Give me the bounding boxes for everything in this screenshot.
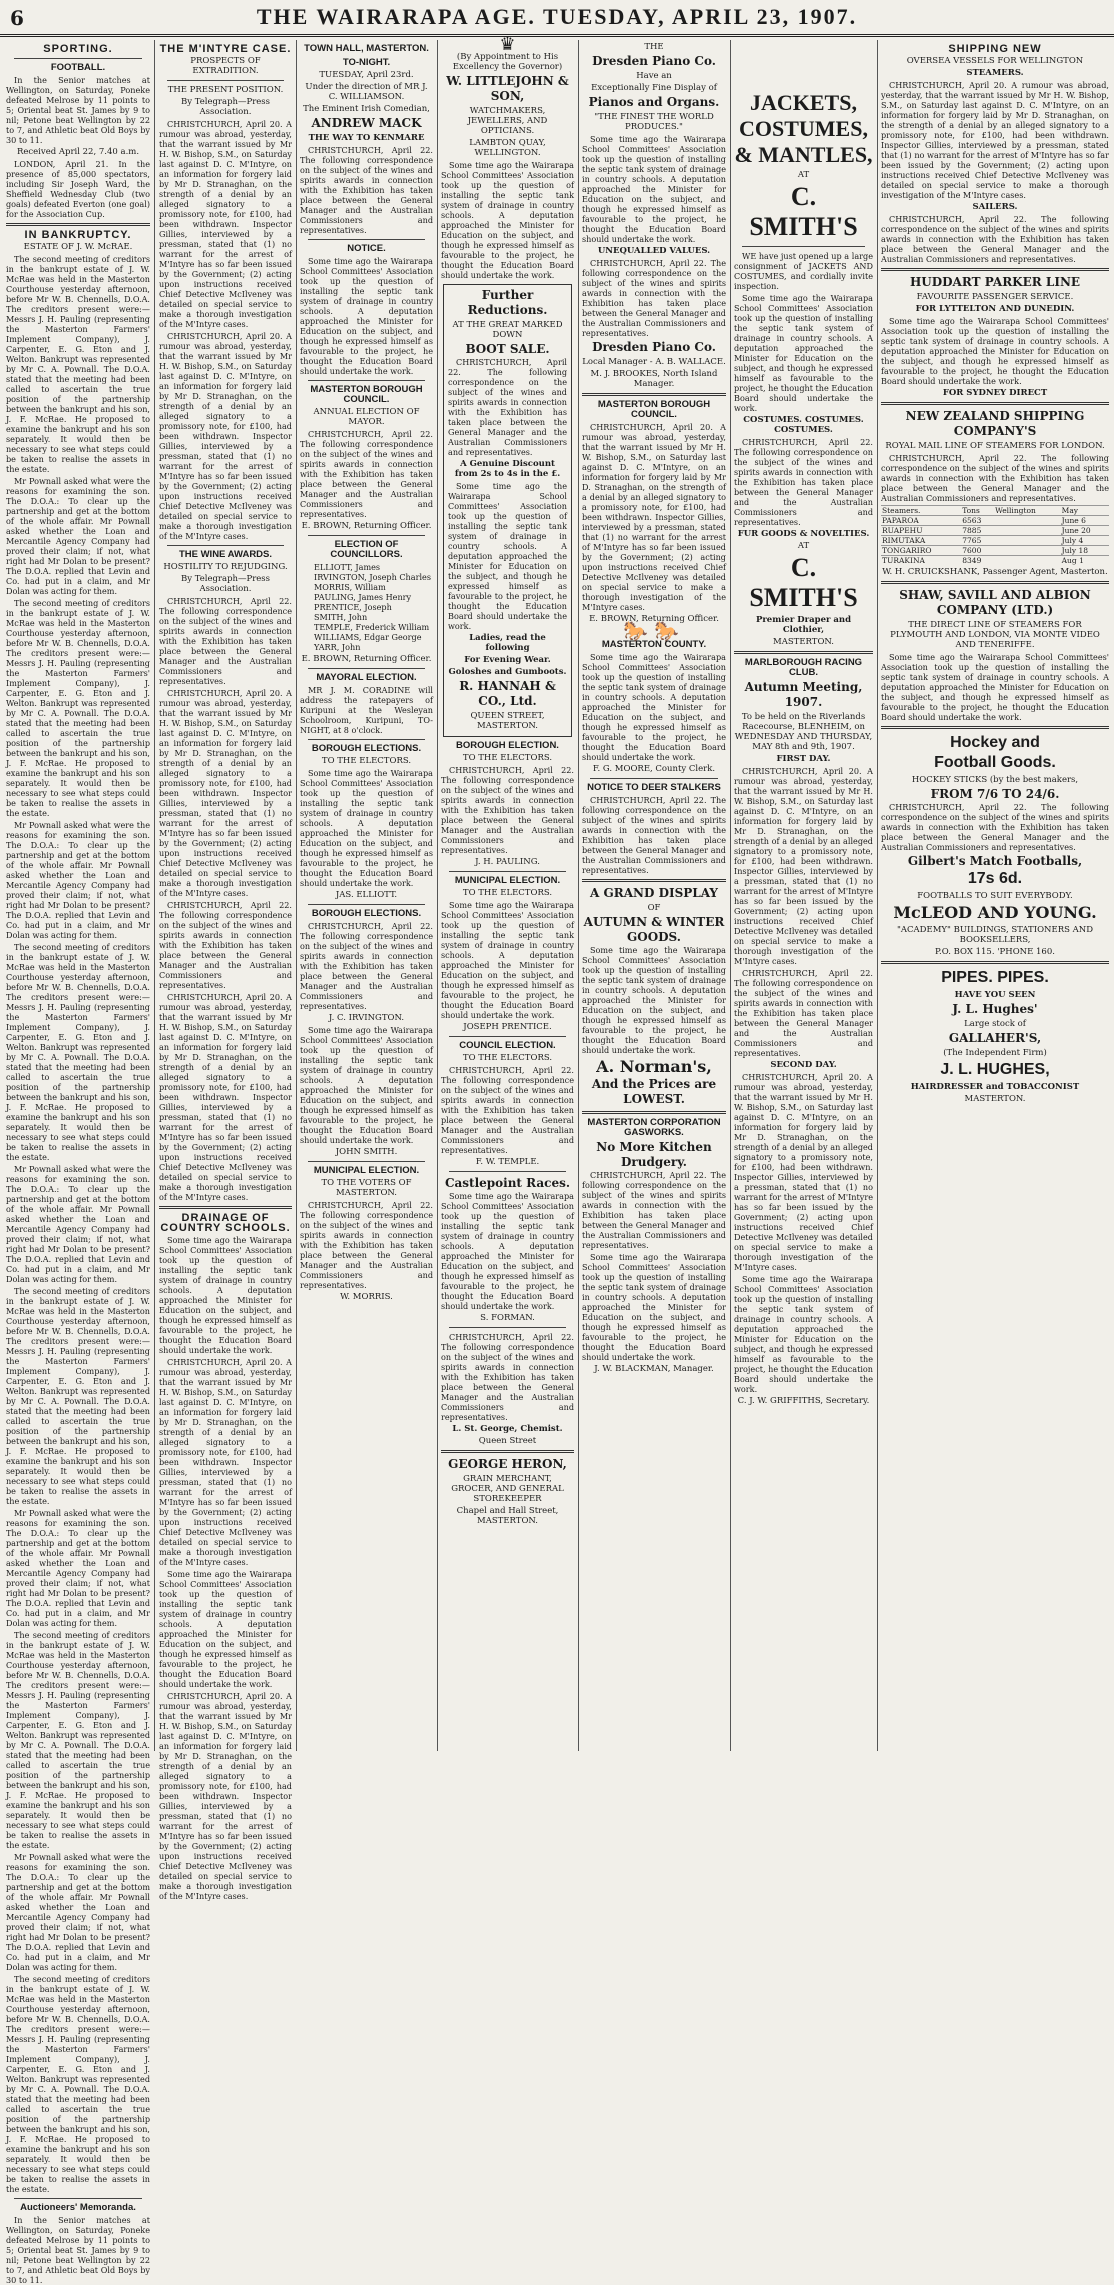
mintyre-subheading: PROSPECTS OF EXTRADITION. <box>190 56 261 76</box>
column-3 <box>300 40 433 1751</box>
tonight-heading: TO-NIGHT. <box>342 57 391 68</box>
municipal-subheading: TO THE VOTERS OF MASTERTON. <box>321 1178 412 1198</box>
column-rule <box>730 40 731 1751</box>
list-item: SMITH, John <box>314 612 368 622</box>
hannah-address: QUEEN STREET, MASTERTON. <box>470 711 545 731</box>
table-cell <box>994 526 1061 536</box>
mantles-heading: & MANTLES, <box>734 142 873 167</box>
mcleod-sub: "ACADEMY" BUILDINGS, STATIONERS AND BOOKSELLERS, <box>896 925 1094 945</box>
divider <box>159 1206 292 1209</box>
race-list: Some time ago the Wairarapa School Committees' Association took up the question of installing the septic tank system of drainage in country schools. A deputation approached the Minister for Education on the subject, and though he expressed himself as favourable to the project, he thought the Education Board should undertake the work. <box>734 1274 873 1394</box>
notice-text: Some time ago the Wairarapa School Committees' Association took up the question of installing the septic tank system of drainage in country schools. A deputation approached the Minister for Education on the subject, and though he expressed himself as favourable to the project, he thought the Education Board should undertake the work. <box>300 256 433 376</box>
divider <box>308 1161 425 1162</box>
newspaper-title: THE WAIRARAPA AGE. TUESDAY, APRIL 23, 1907. <box>256 4 858 29</box>
table-row <box>881 556 1109 566</box>
discount: A Genuine Discount from 2s to 4s in the £. <box>454 459 561 479</box>
smith-text: Some time ago the Wairarapa School Committees' Association took up the question of installing the septic tank system of drainage in country schools. A deputation approached the Minister for Education on the subject, and though he expressed himself as favourable to the project, he thought the Education Board should undertake the work. <box>734 293 873 413</box>
table-row <box>881 526 1109 536</box>
tonight-date: TUESDAY, April 23rd. <box>319 70 414 80</box>
divider <box>308 739 425 740</box>
divider <box>441 1450 574 1453</box>
column-rule <box>578 40 579 1751</box>
heron-name: GEORGE HERON, <box>448 1457 567 1471</box>
racing-signature: C. J. W. GRIFFITHS, Secretary. <box>737 1396 870 1406</box>
play-name: THE WAY TO KENMARE <box>308 133 425 143</box>
melbourne: FOR SYDNEY DIRECT <box>942 388 1048 398</box>
prentice-text: Some time ago the Wairarapa School Committees' Association took up the question of installing the septic tank system of drainage in country schools. A deputation approached the Minister for Education on the subject, and though he expressed himself as favourable to the project, he thought the Education Board should undertake the work. <box>441 900 574 1020</box>
littlejohn-text: Some time ago the Wairarapa School Committees' Association took up the question of installing the septic tank system of drainage in country schools. A deputation approached the Minister for Education on the subject, and though he expressed himself as favourable to the project, he thought the Education Board should undertake the work. <box>441 160 574 280</box>
local-manager: Local Manager - A. B. WALLACE. <box>582 357 726 367</box>
gas-text: Some time ago the Wairarapa School Committees' Association took up the question of installing the septic tank system of drainage in country schools. A deputation approached the Minister for Education on the subject, and though he expressed himself as favourable to the project, he thought the Education Board should undertake the work. <box>582 1252 726 1362</box>
divider <box>881 402 1109 405</box>
candidate-list <box>314 562 433 652</box>
gallaher: GALLAHER'S, <box>948 1031 1042 1045</box>
dresden-text: Some time ago the Wairarapa School Committees' Association took up the question of installing the septic tank system of drainage in country schools. A deputation approached the Minister for Education on the subject, and though he expressed himself as favourable to the project, he thought the Education Board should undertake the work. <box>582 134 726 244</box>
race-list: CHRISTCHURCH, April 20. A rumour was abroad, yesterday, that the warrant issued by Mr H. W. Bishop, S.M., on Saturday last against D. C. M'Intyre, on an information for forgery laid by Mr D. Stranaghan, on the strength of a denial by an alleged signatory to a promissory note, for £100, had been withdrawn. Inspector Gillies, interviewed by a pressman, stated that (1) no warrant for the arrest of M'Intyre has so far been issued by the Government; (2) acting upon instructions received Chief Detective McIlveney was detailed on special service to make a thorough investigation of the M'Intyre cases. <box>734 1072 873 1272</box>
shaw-heading: SHAW, SAVILL AND ALBION COMPANY (LTD.) <box>899 588 1091 617</box>
footballs-sub: FOOTBALLS TO SUIT EVERYBODY. <box>917 891 1073 901</box>
borough-signature: J. C. IRVINGTON. <box>328 1013 405 1023</box>
royal-mail: ROYAL MAIL LINE OF STEAMERS FOR LONDON. <box>885 441 1105 451</box>
table-cell: 7885 <box>961 526 994 536</box>
further-heading: Further Reductions. <box>467 288 548 317</box>
divider <box>449 1327 566 1328</box>
divider <box>308 904 425 905</box>
steamers-list: CHRISTCHURCH, April 20. A rumour was abroad, yesterday, that the warrant issued by Mr H. W. Bishop, S.M., on Saturday last against D. C. M'Intyre, on an information for forgery laid by Mr D. Stranaghan, on the strength of a denial by an alleged signatory to a promissory note, for £100, had been withdrawn. Inspector Gillies, interviewed by a pressman, stated that (1) no warrant for the arrest of M'Intyre has so far been issued by the Government; (2) acting upon instructions received Chief Detective McIlveney was detailed on special service to make a thorough investigation of the M'Intyre cases. <box>881 80 1109 200</box>
townhall-heading: TOWN HALL, MASTERTON. <box>304 43 429 54</box>
boot-sale: BOOT SALE. <box>465 342 550 356</box>
wine-subheading: HOSTILITY TO REJUDGING. <box>163 562 288 572</box>
prentice-signature: JOSEPH PRENTICE. <box>463 1022 552 1032</box>
mayor-subheading: ANNUAL ELECTION OF MAYOR. <box>313 407 420 427</box>
returning-officer: E. BROWN, Returning Officer. <box>301 654 432 664</box>
pipes-heading: PIPES. PIPES. <box>941 969 1049 986</box>
table-cell: 6563 <box>961 516 994 526</box>
table-cell <box>994 556 1061 566</box>
littlejohn-sub: WATCHMAKERS, JEWELLERS, AND OPTICIANS. <box>467 106 548 136</box>
littlejohn-name: W. LITTLEJOHN & SON, <box>446 74 569 103</box>
pianos-organs: Pianos and Organs. <box>588 95 720 109</box>
divider <box>167 545 284 546</box>
wine-article-cont: CHRISTCHURCH, April 20. A rumour was abroad, yesterday, that the warrant issued by Mr H. W. Bishop, S.M., on Saturday last against D. C. M'Intyre, on an information for forgery laid by Mr D. Stranaghan, on the strength of a denial by an alleged signatory to a promissory note, for £100, had been withdrawn. Inspector Gillies, interviewed by a pressman, stated that (1) no warrant for the arrest of M'Intyre has so far been issued by the Government; (2) acting upon instructions received Chief Detective McIlveney was detailed on special service to make a thorough investigation of the M'Intyre cases. <box>159 688 292 898</box>
divider <box>308 239 425 240</box>
prices-lowest: And the Prices are LOWEST. <box>591 1077 717 1106</box>
divider <box>590 778 718 779</box>
divider <box>449 1036 566 1037</box>
sailers-list: CHRISTCHURCH, April 22. The following correspondence on the subject of the wines and spirits awards in connection with the Exhibition has taken place between the General Manager and the Australian Commissioners and representatives. <box>881 214 1109 264</box>
bankruptcy-article-cont: The second meeting of creditors in the bankrupt estate of J. W. McRae was held in the Masterton Courthouse yesterday afternoon, before Mr W. B. Chennells, D.O.A. The creditors present were:—Messrs J. H. Pauling (representing the Masterton Farmers' Implement Company), J. Carpenter, E. G. Eton and J. Welton. Bankrupt was represented by Mr C. A. Pownall. The D.O.A. stated that the meeting had been called to ascertain the true position of the partnership between the bankrupt and his son, J. F. McRae. He proposed to examine the bankrupt and his son separately. It would then be necessary to see what steps could be taken to realise the assets in the estate. <box>6 598 150 818</box>
finest: "THE FINEST THE WORLD PRODUCES." <box>594 112 714 132</box>
boot-sale-text: Some time ago the Wairarapa School Committees' Association took up the question of installing the septic tank system of drainage in country schools. A deputation approached the Minister for Education on the subject, and though he expressed himself as favourable to the project, he thought the Education Board should undertake the work. <box>448 481 567 631</box>
divider <box>449 1171 566 1172</box>
municipal-heading: MUNICIPAL ELECTION. <box>313 1165 420 1176</box>
borough-heading: BOROUGH ELECTIONS. <box>311 908 422 919</box>
shaw-text: Some time ago the Wairarapa School Committees' Association took up the question of installing the septic tank system of drainage in country schools. A deputation approached the Minister for Education on the subject, and though he expressed himself as favourable to the project, he thought the Education Board should undertake the work. <box>881 652 1109 722</box>
notice-heading: NOTICE. <box>347 243 386 254</box>
pauling-text: CHRISTCHURCH, April 22. The following correspondence on the subject of the wines and spirits awards in connection with the Exhibition has taken place between the General Manager and the Australian Commissioners and representatives. <box>441 765 574 855</box>
draper: Premier Draper and Clothier, <box>755 615 852 635</box>
table-cell: RIMUTAKA <box>881 536 961 546</box>
town: MASTERTON. <box>772 637 835 647</box>
have-an: Have an <box>636 71 672 81</box>
list-item: IRVINGTON, Joseph Charles <box>314 572 431 582</box>
wine-article-cont: CHRISTCHURCH, April 20. A rumour was abroad, yesterday, that the warrant issued by Mr H. W. Bishop, S.M., on Saturday last against D. C. M'Intyre, on an information for forgery laid by Mr D. Stranaghan, on the strength of a denial by an alleged signatory to a promissory note, for £100, had been withdrawn. Inspector Gillies, interviewed by a pressman, stated that (1) no warrant for the arrest of M'Intyre has so far been issued by the Government; (2) acting upon instructions received Chief Detective McIlveney was detailed on special service to make a thorough investigation of the M'Intyre cases. <box>159 992 292 1202</box>
gilbert-price: 17s 6d. <box>967 870 1023 887</box>
borough-text: Some time ago the Wairarapa School Committees' Association took up the question of installing the septic tank system of drainage in country schools. A deputation approached the Minister for Education on the subject, and though he expressed himself as favourable to the project, he thought the Education Board should undertake the work. <box>300 1025 433 1145</box>
hughes-name: J. L. Hughes' <box>952 1002 1038 1016</box>
list-item: YARR, John <box>314 642 361 652</box>
divider <box>881 268 1109 271</box>
at: AT <box>797 541 810 551</box>
chemist-name: L. St. George, Chemist. <box>452 1424 563 1434</box>
steamers-heading: STEAMERS. <box>966 68 1024 78</box>
divider <box>308 535 425 536</box>
hockey-sticks: HOCKEY STICKS (by the best makers, <box>911 775 1079 785</box>
vessels-sub: OVERSEA VESSELS FOR WELLINGTON <box>906 56 1084 66</box>
borough-subheading: TO THE ELECTORS. <box>321 756 412 766</box>
mayoral-text: MR J. M. CORADINE will address the ratepayers of Kuripuni at the Wesleyan Schoolroom, Kuripuni, TO-NIGHT, at 8 o'clock. <box>300 685 433 735</box>
large-stock: Large stock of <box>964 1019 1026 1029</box>
smith-intro: WE have just opened up a large consignment of JACKETS AND COSTUMES, and cordially invite inspection. <box>734 251 873 291</box>
returning-officer: E. BROWN, Returning Officer. <box>301 521 432 531</box>
borough-text: Some time ago the Wairarapa School Committees' Association took up the question of installing the septic tank system of drainage in country schools. A deputation approached the Minister for Education on the subject, and though he expressed himself as favourable to the project, he thought the Education Board should undertake the work. <box>300 768 433 888</box>
mintyre-article: CHRISTCHURCH, April 20. A rumour was abroad, yesterday, that the warrant issued by Mr H. W. Bishop, S.M., on Saturday last against D. C. M'Intyre, on an information for forgery laid by Mr D. Stranaghan, on the strength of a denial by an alleged signatory to a promissory note, for £100, had been withdrawn. Inspector Gillies, interviewed by a pressman, stated that (1) no warrant for the arrest of M'Intyre has so far been issued by the Government; (2) acting upon instructions received Chief Detective McIlveney was detailed on special service to make a thorough investigation of the M'Intyre cases. <box>159 119 292 329</box>
evening-wear: For Evening Wear. <box>464 655 551 665</box>
bankruptcy-article-cont: The second meeting of creditors in the bankrupt estate of J. W. McRae was held in the Masterton Courthouse yesterday afternoon, before Mr W. B. Chennells, D.O.A. The creditors present were:—Messrs J. H. Pauling (representing the Masterton Farmers' Implement Company), J. Carpenter, E. G. Eton and J. Welton. Bankrupt was represented by Mr C. A. Pownall. The D.O.A. stated that the meeting had been called to ascertain the true position of the partnership between the bankrupt and his son, J. F. McRae. He proposed to examine the bankrupt and his son separately. It would then be necessary to see what steps could be taken to realise the assets in the estate. <box>6 1630 150 1850</box>
bankruptcy-heading: IN BANKRUPTCY. <box>24 229 132 241</box>
have-you-seen: HAVE YOU SEEN <box>954 990 1036 1000</box>
unequalled: UNEQUALLED VALUES. <box>597 246 711 256</box>
kitchen-heading: No More Kitchen Drudgery. <box>596 1140 712 1169</box>
gilbert-heading: Gilbert's Match Footballs, <box>907 854 1083 868</box>
bankruptcy-article-cont: The second meeting of creditors in the bankrupt estate of J. W. McRae was held in the Masterton Courthouse yesterday afternoon, before Mr W. B. Chennells, D.O.A. The creditors present were:—Messrs J. H. Pauling (representing the Masterton Farmers' Implement Company), J. Carpenter, E. G. Eton and J. Welton. Bankrupt was represented by Mr C. A. Pownall. The D.O.A. stated that the meeting had been called to ascertain the true position of the partnership between the bankrupt and his son, J. F. McRae. He proposed to examine the bankrupt and his son separately. It would then be necessary to see what steps could be taken to realise the assets in the estate. <box>6 1286 150 1506</box>
races-text: Some time ago the Wairarapa School Committees' Association took up the question of installing the septic tank system of drainage in country schools. A deputation approached the Minister for Education on the subject, and though he expressed himself as favourable to the project, he thought the Education Board should undertake the work. <box>441 1191 574 1311</box>
table-header: May <box>1061 506 1109 516</box>
column-1 <box>6 40 150 2285</box>
table-cell: TONGARIRO <box>881 546 961 556</box>
grand-display: A GRAND DISPLAY <box>590 886 718 900</box>
bankruptcy-article-cont: Mr Pownall asked what were the reasons for examining the son. The D.O.A.: To clear up the partnership and get at the bottom of the whole affair. Mr Pownall asked whether the Loan and Mercantile Agency Company had proved their claim; if not, what right had Mr Dolan to be present? The D.O.A. replied that Levin and Co. had put in a claim, and Mr Dolan was acting for them. <box>6 1508 150 1628</box>
table-cell <box>994 546 1061 556</box>
divider <box>308 668 425 669</box>
lyttelton: FOR LYTTELTON AND DUNEDIN. <box>915 304 1075 314</box>
divider <box>14 2198 142 2199</box>
smith-name-2: C. SMITH'S <box>749 553 858 612</box>
dresden-heading-2: Dresden Piano Co. <box>592 340 716 354</box>
wine-article-cont: CHRISTCHURCH, April 22. The following correspondence on the subject of the wines and spirits awards in connection with the Exhibition has taken place between the General Manager and the Australian Commissioners and representatives. <box>159 900 292 990</box>
of: OF <box>647 903 661 913</box>
wine-article: CHRISTCHURCH, April 22. The following correspondence on the subject of the wines and spirits awards in connection with the Exhibition has taken place between the General Manager and the Australian Commissioners and representatives. <box>159 596 292 686</box>
table-cell: June 20 <box>1061 526 1109 536</box>
county-text: Some time ago the Wairarapa School Committees' Association took up the question of installing the septic tank system of drainage in country schools. A deputation approached the Minister for Education on the subject, and though he expressed himself as favourable to the project, he thought the Education Board should undertake the work. <box>582 652 726 762</box>
heron-address: Chapel and Hall Street, MASTERTON. <box>456 1506 559 1526</box>
shaw-sub: THE DIRECT LINE OF STEAMERS FOR PLYMOUTH AND LONDON, VIA MONTE VIDEO AND TENERIFFE. <box>890 620 1100 650</box>
goloshes: Goloshes and Gumboots. <box>448 667 567 677</box>
drainage-article-cont: CHRISTCHURCH, April 20. A rumour was abroad, yesterday, that the warrant issued by Mr H. W. Bishop, S.M., on Saturday last against D. C. M'Intyre, on an information for forgery laid by Mr D. Stranaghan, on the strength of a denial by an alleged signatory to a promissory note, for £100, had been withdrawn. Inspector Gillies, interviewed by a pressman, stated that (1) no warrant for the arrest of M'Intyre has so far been issued by the Government; (2) acting upon instructions received Chief Detective McIlveney was detailed on special service to make a thorough investigation of the M'Intyre cases. <box>159 1691 292 1901</box>
table-cell: July 18 <box>1061 546 1109 556</box>
list-item: PAULING, James Henry <box>314 592 412 602</box>
list-item: TEMPLE, Frederick William <box>314 622 430 632</box>
first-day: FIRST DAY. <box>776 754 831 764</box>
table-cell: June 6 <box>1061 516 1109 526</box>
gas-heading: MASTERTON CORPORATION GASWORKS. <box>587 1117 721 1138</box>
fire-text: CHRISTCHURCH, April 20. A rumour was abroad, yesterday, that the warrant issued by Mr H. W. Bishop, S.M., on Saturday last against D. C. M'Intyre, on an information for forgery laid by Mr D. Stranaghan, on the strength of a denial by an alleged signatory to a promissory note, for £100, had been withdrawn. Inspector Gillies, interviewed by a pressman, stated that (1) no warrant for the arrest of M'Intyre has so far been issued by the Government; (2) acting upon instructions received Chief Detective McIlveney was detailed on special service to make a thorough investigation of the M'Intyre cases. <box>582 422 726 612</box>
page-number: 6 <box>10 6 24 30</box>
dresden-text: CHRISTCHURCH, April 22. The following correspondence on the subject of the wines and spirits awards in connection with the Exhibition has taken place between the General Manager and the Australian Commissioners and representatives. <box>582 258 726 338</box>
bankruptcy-article-cont: Mr Pownall asked what were the reasons for examining the son. The D.O.A.: To clear up the partnership and get at the bottom of the whole affair. Mr Pownall asked whether the Loan and Mercantile Agency Company had proved their claim; if not, what right had Mr Dolan to be present? The D.O.A. replied that Levin and Co. had put in a claim, and Mr Dolan was acting for them. <box>6 820 150 940</box>
divider <box>881 581 1109 584</box>
racing-place: To be held on the Riverlands Racecourse, BLENHEIM, on WEDNESDAY AND THURSDAY, MAY 8th and 9th, 1907. <box>734 712 873 752</box>
masthead <box>0 0 1114 37</box>
to-electors: TO THE ELECTORS. <box>462 888 553 898</box>
column-rule <box>877 40 878 1751</box>
bankruptcy-article-cont: Mr Pownall asked what were the reasons for examining the son. The D.O.A.: To clear up the partnership and get at the bottom of the whole affair. Mr Pownall asked whether the Loan and Mercantile Agency Company had proved their claim; if not, what right had Mr Dolan to be present? The D.O.A. replied that Levin and Co. had put in a claim, and Mr Dolan was acting for them. <box>6 476 150 596</box>
borough-election-heading: BOROUGH ELECTION. <box>456 740 559 751</box>
table-cell: July 4 <box>1061 536 1109 546</box>
borough-signature: JAS. ELLIOTT. <box>335 890 398 900</box>
sailings-table <box>881 505 1109 565</box>
table-cell: TURAKINA <box>881 556 961 566</box>
table-row <box>881 546 1109 556</box>
further-sub: AT THE GREAT MARKED DOWN <box>452 320 563 340</box>
column-rule <box>154 40 155 1751</box>
stalkers-text: CHRISTCHURCH, April 22. The following correspondence on the subject of the wines and spirits awards in connection with the Exhibition has taken place between the General Manager and the Australian Commissioners and representatives. <box>582 795 726 875</box>
bankruptcy-article: The second meeting of creditors in the bankrupt estate of J. W. McRae was held in the Masterton Courthouse yesterday afternoon, before Mr W. B. Chennells, D.O.A. The creditors present were:—Messrs J. H. Pauling (representing the Masterton Farmers' Implement Company), J. Carpenter, E. G. Eton and J. Welton. Bankrupt was represented by Mr C. A. Pownall. The D.O.A. stated that the meeting had been called to ascertain the true position of the partnership between the bankrupt and his son, J. F. McRae. He proposed to examine the bankrupt and his son separately. It would then be necessary to see what steps could be taken to realise the assets in the estate. <box>6 254 150 474</box>
municipal-heading: MUNICIPAL ELECTION. <box>454 875 561 886</box>
borough-text: CHRISTCHURCH, April 22. The following correspondence on the subject of the wines and spirits awards in connection with the Exhibition has taken place between the General Manager and the Australian Commissioners and representatives. <box>300 921 433 1011</box>
municipal-text: CHRISTCHURCH, April 22. The following correspondence on the subject of the wines and spirits awards in connection with the Exhibition has taken place between the General Manager and the Australian Commissioners and representatives. <box>300 1200 433 1290</box>
table-header: Steamers. <box>881 506 961 516</box>
autumn-goods: AUTUMN & WINTER GOODS. <box>583 915 725 944</box>
table-row <box>881 536 1109 546</box>
municipal-signature: W. MORRIS. <box>340 1292 393 1302</box>
column-6 <box>734 40 873 1751</box>
nz-shipping-heading: NEW ZEALAND SHIPPING COMPANY'S <box>905 409 1085 438</box>
divider <box>167 80 284 81</box>
to-electors: TO THE ELECTORS. <box>462 1053 553 1063</box>
football-article: In the Senior matches at Wellington, on Saturday, Poneke defeated Melrose by 11 points to 5; Oriental beat St. James by 9 to nil; Petone beat Wellington by 22 to 7, and Athletic beat Old Boys by 30 to 11. <box>6 75 150 145</box>
smith-name: C. SMITH'S <box>749 182 858 241</box>
cable-received: Received April 22, 7.40 a.m. <box>16 147 140 157</box>
mayor-heading: MASTERTON BOROUGH COUNCIL. <box>310 384 423 405</box>
heron-sub: GRAIN MERCHANT, GROCER, AND GENERAL STOREKEEPER <box>451 1474 564 1504</box>
racing-heading: MARLBOROUGH RACING CLUB. <box>744 657 863 678</box>
bankruptcy-article-cont: The second meeting of creditors in the bankrupt estate of J. W. McRae was held in the Masterton Courthouse yesterday afternoon, before Mr W. B. Chennells, D.O.A. The creditors present were:—Messrs J. H. Pauling (representing the Masterton Farmers' Implement Company), J. Carpenter, E. G. Eton and J. Welton. Bankrupt was represented by Mr C. A. Pownall. The D.O.A. stated that the meeting had been called to ascertain the true position of the partnership between the bankrupt and his son, J. F. McRae. He proposed to examine the bankrupt and his son separately. It would then be necessary to see what steps could be taken to realise the assets in the estate. <box>6 942 150 1162</box>
bankruptcy-article-cont: Mr Pownall asked what were the reasons for examining the son. The D.O.A.: To clear up the partnership and get at the bottom of the whole affair. Mr Pownall asked whether the Loan and Mercantile Agency Company had proved their claim; if not, what right had Mr Dolan to be present? The D.O.A. replied that Levin and Co. had put in a claim, and Mr Dolan was acting for them. <box>6 1852 150 1972</box>
norman-text: Some time ago the Wairarapa School Committees' Association took up the question of installing the septic tank system of drainage in country schools. A deputation approached the Minister for Education on the subject, and though he expressed himself as favourable to the project, he thought the Education Board should undertake the work. <box>582 945 726 1055</box>
race-list: CHRISTCHURCH, April 22. The following correspondence on the subject of the wines and spirits awards in connection with the Exhibition has taken place between the General Manager and the Australian Commissioners and representatives. <box>734 968 873 1058</box>
column-rule <box>296 40 297 1751</box>
boot-sale-text: CHRISTCHURCH, April 22. The following correspondence on the subject of the wines and spirits awards in connection with the Exhibition has taken place between the General Manager and the Australian Commissioners and representatives. <box>448 357 567 457</box>
borough-heading: BOROUGH ELECTIONS. <box>311 743 422 754</box>
temple-text: CHRISTCHURCH, April 22. The following correspondence on the subject of the wines and spirits awards in connection with the Exhibition has taken place between the General Manager and the Australian Commissioners and representatives. <box>441 1065 574 1155</box>
nz-shipping-text: CHRISTCHURCH, April 22. The following correspondence on the subject of the wines and spirits awards in connection with the Exhibition has taken place between the General Manager and the Australian Commissioners and representatives. <box>881 453 1109 503</box>
column-7 <box>881 40 1109 1751</box>
costumes-heading: COSTUMES, <box>739 116 868 141</box>
racing-subheading: Autumn Meeting, 1907. <box>744 680 863 709</box>
hockey-heading: Hockey and <box>950 734 1040 751</box>
jackets-heading: JACKETS, <box>750 90 857 115</box>
mcleod-name: McLEOD AND YOUNG. <box>893 903 1097 922</box>
list-item: MORRIS, William <box>314 582 386 592</box>
divider <box>881 726 1109 729</box>
column-5 <box>582 40 726 1751</box>
mintyre-subheading-2: THE PRESENT POSITION. <box>167 85 284 95</box>
to-electors: TO THE ELECTORS. <box>462 753 553 763</box>
auctioneers-article: In the Senior matches at Wellington, on Saturday, Poneke defeated Melrose by 11 points to 5; Oriental beat St. James by 9 to nil; Petone beat Wellington by 22 to 7, and Athletic beat Old Boys by 30 to 11. <box>6 2215 150 2285</box>
byline: By Telegraph—Press Association. <box>180 574 271 594</box>
column-2 <box>159 40 292 1901</box>
gas-text: CHRISTCHURCH, April 22. The following correspondence on the subject of the wines and spirits awards in connection with the Exhibition has taken place between the General Manager and the Australian Commissioners and representatives. <box>582 1170 726 1250</box>
smith-text: CHRISTCHURCH, April 22. The following correspondence on the subject of the wines and spirits awards in connection with the Exhibition has taken place between the General Manager and the Australian Commissioners and representatives. <box>734 437 873 527</box>
drainage-article: Some time ago the Wairarapa School Committees' Association took up the question of installing the septic tank system of drainage in country schools. A deputation approached the Minister for Education on the subject, and though he expressed himself as favourable to the project, he thought the Education Board should undertake the work. <box>159 1235 292 1355</box>
costumes-repeat: COSTUMES. COSTUMES. COSTUMES. <box>743 415 864 435</box>
novelties: FUR GOODS & NOVELTIES. <box>737 529 870 539</box>
chemist-address: Queen Street <box>478 1436 537 1446</box>
table-header-row <box>881 506 1109 516</box>
column-rule <box>437 40 438 1751</box>
hughes-sub: HAIRDRESSER and TOBACCONIST <box>910 1082 1080 1092</box>
table-cell <box>994 516 1061 526</box>
the: THE <box>644 42 664 52</box>
shipping-heading: SHIPPING NEW <box>948 43 1042 55</box>
table-cell <box>994 536 1061 546</box>
chemist-text: CHRISTCHURCH, April 22. The following correspondence on the subject of the wines and spirits awards in connection with the Exhibition has taken place between the General Manager and the Australian Commissioners and representatives. <box>441 1332 574 1422</box>
football-goods-heading: Football Goods. <box>934 754 1056 771</box>
wine-heading: THE WINE AWARDS. <box>178 549 273 560</box>
mintyre-heading: THE M'INTYRE CASE. <box>159 43 292 55</box>
table-cell: Aug 1 <box>1061 556 1109 566</box>
hughes-name-2: J. L. HUGHES, <box>940 1061 1050 1078</box>
hannah-name: R. HANNAH & CO., Ltd. <box>459 679 556 708</box>
table-cell: 8349 <box>961 556 994 566</box>
mcleod-box: P.O. BOX 115. 'PHONE 160. <box>935 947 1055 957</box>
management: Under the direction of MR J. C. WILLIAMSON. <box>305 82 428 102</box>
list-item: PRENTICE, Joseph <box>314 602 392 612</box>
table-cell: 7765 <box>961 536 994 546</box>
sporting-heading: SPORTING. <box>43 43 113 55</box>
cable-article: LONDON, April 21. In the presence of 85,000 spectators, including Sir Joseph Ward, the Sheffield Wednesday Club (two goals) defeated Everton (one goal) for the Association Cup. <box>6 159 150 219</box>
table-row <box>881 516 1109 526</box>
column-4 <box>441 34 574 1751</box>
borough-signature: JOHN SMITH. <box>335 1147 398 1157</box>
norman-name: A. Norman's, <box>596 1057 712 1076</box>
bankruptcy-article-cont: Mr Pownall asked what were the reasons for examining the son. The D.O.A.: To clear up the partnership and get at the bottom of the whole affair. Mr Pownall asked whether the Loan and Mercantile Agency Company had proved their claim; if not, what right had Mr Dolan to be present? The D.O.A. replied that Levin and Co. had put in a claim, and Mr Dolan was acting for them. <box>6 1164 150 1284</box>
divider <box>734 651 873 654</box>
mayor-text: CHRISTCHURCH, April 22. The following correspondence on the subject of the wines and spirits awards in connection with the Exhibition has taken place between the General Manager and the Australian Commissioners and representatives. <box>300 429 433 519</box>
football-heading: FOOTBALL. <box>50 62 106 73</box>
mintyre-article-cont: CHRISTCHURCH, April 20. A rumour was abroad, yesterday, that the warrant issued by Mr H. W. Bishop, S.M., on Saturday last against D. C. M'Intyre, on an information for forgery laid by Mr D. Stranaghan, on the strength of a denial by an alleged signatory to a promissory note, for £100, had been withdrawn. Inspector Gillies, interviewed by a pressman, stated that (1) no warrant for the arrest of M'Intyre has so far been issued by the Government; (2) acting upon instructions received Chief Detective McIlveney was detailed on special service to make a thorough investigation of the M'Intyre cases. <box>159 331 292 541</box>
comedian: The Eminent Irish Comedian, <box>303 104 430 114</box>
byline: By Telegraph—Press Association. <box>180 97 271 117</box>
huddart-sub: FAVOURITE PASSENGER SERVICE. <box>916 292 1074 302</box>
fire-heading: MASTERTON BOROUGH COUNCIL. <box>597 399 711 420</box>
second-day: SECOND DAY. <box>770 1060 837 1070</box>
hockey-text: CHRISTCHURCH, April 22. The following correspondence on the subject of the wines and spirits awards in connection with the Exhibition has taken place between the General Manager and the Australian Commissioners and representatives. <box>881 802 1109 852</box>
council-heading: COUNCIL ELECTION. <box>459 1040 556 1051</box>
councillors-heading: ELECTION OF COUNCILLORS. <box>330 539 403 560</box>
royal-crest-icon: ♛ <box>499 34 516 55</box>
pauling-signature: J. H. PAULING. <box>475 857 540 867</box>
returning-officer: E. BROWN, Returning Officer. <box>589 614 719 624</box>
list-item: ELLIOTT, James <box>314 562 381 572</box>
hockey-price: FROM 7/6 TO 24/6. <box>930 787 1060 801</box>
sailers-heading: SAILERS. <box>972 202 1018 212</box>
divider <box>582 393 726 396</box>
drainage-article-cont: CHRISTCHURCH, April 20. A rumour was abroad, yesterday, that the warrant issued by Mr H. W. Bishop, S.M., on Saturday last against D. C. M'Intyre, on an information for forgery laid by Mr D. Stranaghan, on the strength of a denial by an alleged signatory to a promissory note, for £100, had been withdrawn. Inspector Gillies, interviewed by a pressman, stated that (1) no warrant for the arrest of M'Intyre has so far been issued by the Government; (2) acting upon instructions received Chief Detective McIlveney was detailed on special service to make a thorough investigation of the M'Intyre cases. <box>159 1357 292 1567</box>
stalkers-heading: NOTICE TO DEER STALKERS <box>587 782 721 793</box>
huddart-heading: HUDDART PARKER LINE <box>909 275 1081 289</box>
table-cell: RUAPEHU <box>881 526 961 536</box>
divider <box>308 380 425 381</box>
divider <box>742 246 865 247</box>
divider <box>14 58 142 59</box>
drainage-article-cont: Some time ago the Wairarapa School Committees' Association took up the question of installing the septic tank system of drainage in country schools. A deputation approached the Minister for Education on the subject, and though he expressed himself as favourable to the project, he thought the Education Board should undertake the work. <box>159 1569 292 1689</box>
races-heading: Castlepoint Races. <box>444 1176 571 1190</box>
display: Exceptionally Fine Display of <box>591 83 717 93</box>
bankruptcy-subheading: ESTATE OF J. W. McRAE. <box>23 242 133 252</box>
star-name: ANDREW MACK <box>311 116 422 130</box>
play-review: CHRISTCHURCH, April 22. The following correspondence on the subject of the wines and spirits awards in connection with the Exhibition has taken place between the General Manager and the Australian Commissioners and representatives. <box>300 145 433 235</box>
divider <box>449 871 566 872</box>
divider <box>582 879 726 882</box>
divider <box>6 223 150 226</box>
appointment: (By Appointment to His Excellency the Governor) <box>452 52 563 72</box>
divider <box>582 1111 726 1114</box>
littlejohn-address: LAMBTON QUAY, WELLINGTON. <box>469 138 546 158</box>
races-signature: S. FORMAN. <box>480 1313 535 1323</box>
county-heading: MASTERTON COUNTY. <box>601 639 707 650</box>
table-header: Tons <box>961 506 994 516</box>
divider <box>881 961 1109 964</box>
hughes-town: MASTERTON. <box>964 1094 1026 1104</box>
huddart-text: Some time ago the Wairarapa School Committees' Association took up the question of installing the septic tank system of drainage in country schools. A deputation approached the Minister for Education on the subject, and though he expressed himself as favourable to the project, he thought the Education Board should undertake the work. <box>881 316 1109 386</box>
horse-carriage-icon: 🐎🐎 <box>623 619 685 643</box>
boot-sale-ad <box>443 284 572 737</box>
race-list: CHRISTCHURCH, April 20. A rumour was abroad, yesterday, that the warrant issued by Mr H. W. Bishop, S.M., on Saturday last against D. C. M'Intyre, on an information for forgery laid by Mr D. Stranaghan, on the strength of a denial by an alleged signatory to a promissory note, for £100, had been withdrawn. Inspector Gillies, interviewed by a pressman, stated that (1) no warrant for the arrest of M'Intyre has so far been issued by the Government; (2) acting upon instructions received Chief Detective McIlveney was detailed on special service to make a thorough investigation of the M'Intyre cases. <box>734 766 873 966</box>
ladies-read: Ladies, read the following <box>469 633 546 653</box>
passenger-agent: W. H. CRUICKSHANK, Passenger Agent, Masterton. <box>882 567 1108 577</box>
auctioneers-heading: Auctioneers' Memoranda. <box>20 2202 136 2213</box>
list-item: WILLIAMS, Edgar George <box>314 632 422 642</box>
table-cell: 7600 <box>961 546 994 556</box>
mayoral-heading: MAYORAL ELECTION. <box>316 672 417 683</box>
temple-signature: F. W. TEMPLE. <box>475 1157 540 1167</box>
drainage-heading: DRAINAGE OF COUNTRY SCHOOLS. <box>160 1212 291 1234</box>
gas-signature: J. W. BLACKMAN, Manager. <box>594 1364 714 1374</box>
table-header: Wellington <box>994 506 1061 516</box>
bankruptcy-article-cont: The second meeting of creditors in the bankrupt estate of J. W. McRae was held in the Masterton Courthouse yesterday afternoon, before Mr W. B. Chennells, D.O.A. The creditors present were:—Messrs J. H. Pauling (representing the Masterton Farmers' Implement Company), J. Carpenter, E. G. Eton and J. Welton. Bankrupt was represented by Mr C. A. Pownall. The D.O.A. stated that the meeting had been called to ascertain the true position of the partnership between the bankrupt and his son, J. F. McRae. He proposed to examine the bankrupt and his son separately. It would then be necessary to see what steps could be taken to realise the assets in the estate. <box>6 1974 150 2194</box>
at: AT <box>797 170 810 180</box>
dresden-heading: Dresden Piano Co. <box>592 54 716 68</box>
county-signature: F. G. MOORE, County Clerk. <box>592 764 716 774</box>
table-cell: PAPAROA <box>881 516 961 526</box>
twist: (The Independent Firm) <box>943 1048 1047 1058</box>
north-manager: M. J. BROOKES, North Island Manager. <box>590 369 718 389</box>
